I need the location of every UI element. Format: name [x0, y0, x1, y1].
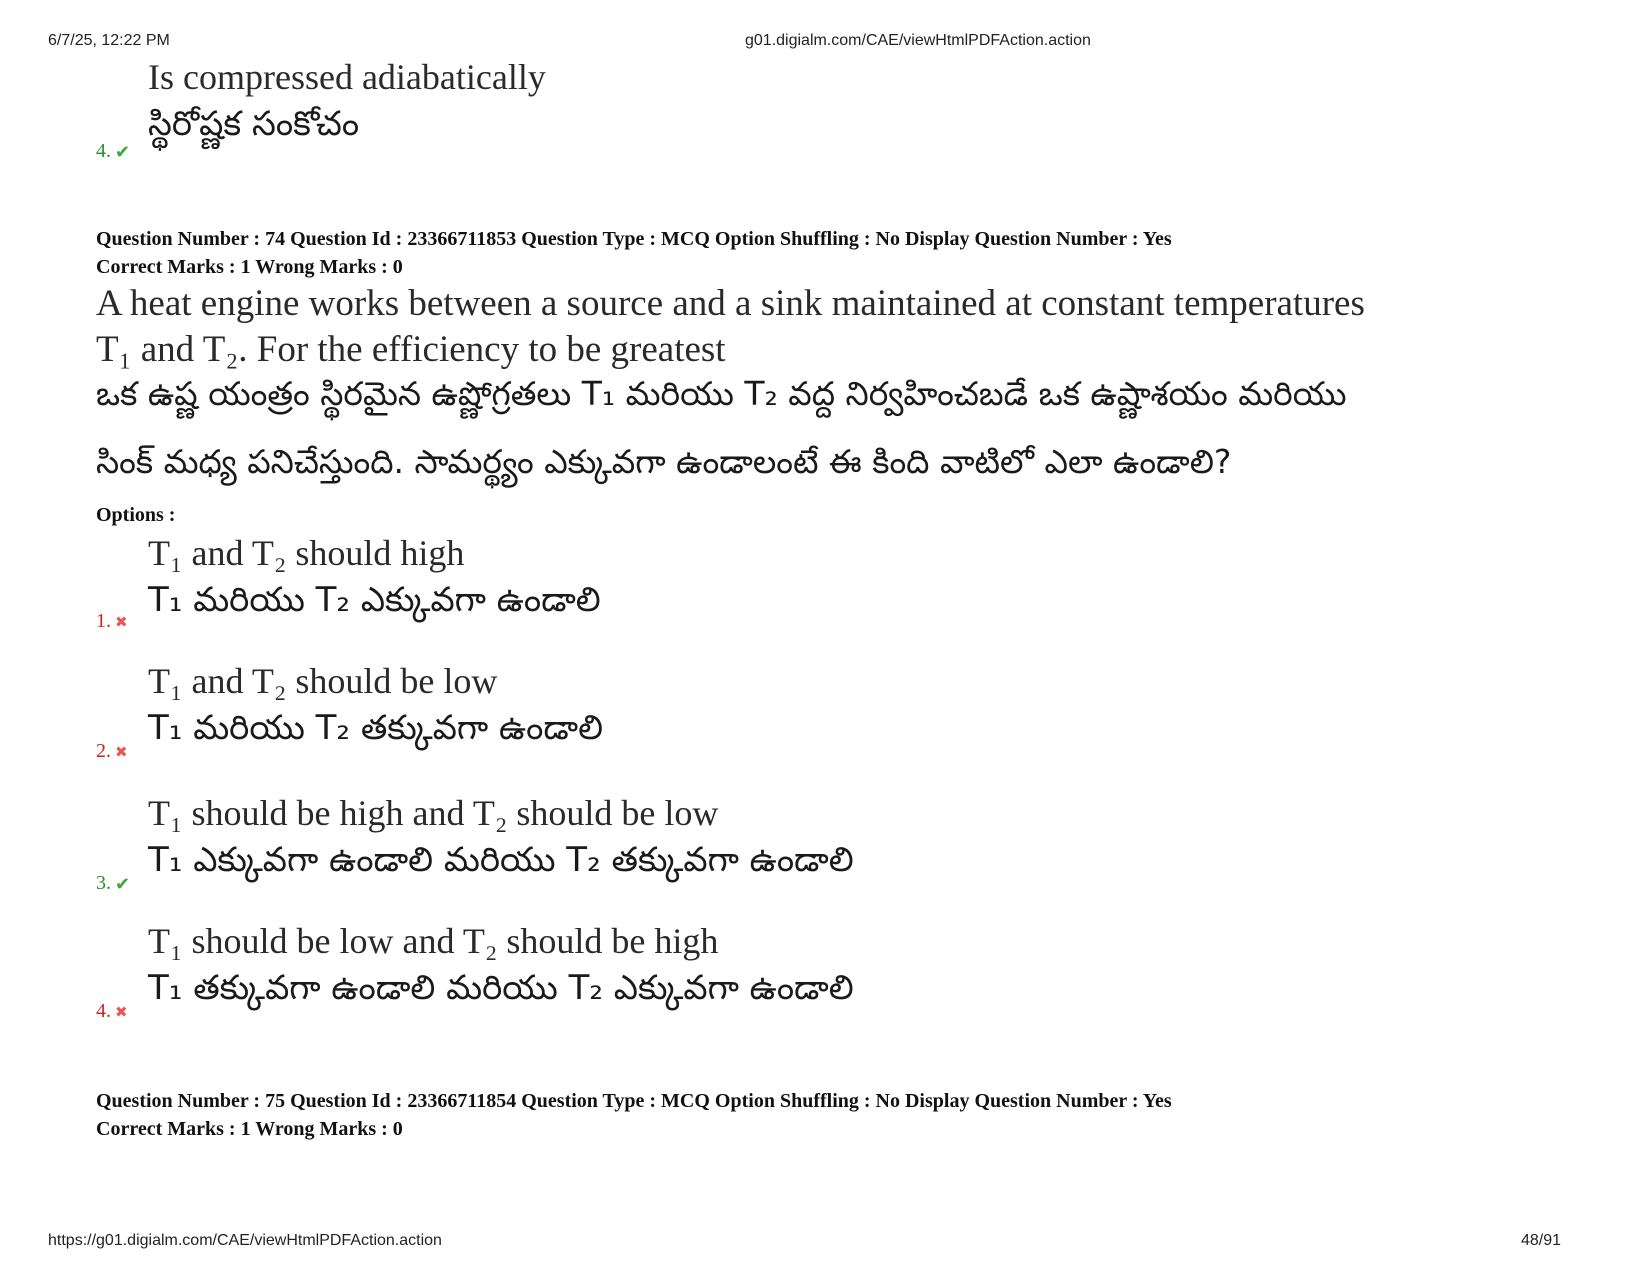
cross-mark-icon: ✖	[115, 1003, 128, 1022]
option-2-number	[96, 740, 128, 763]
option-number-label: 2.	[96, 740, 111, 762]
option-2-text-te: T₁ మరియు T₂ తక్కువగా ఉండాలి	[148, 708, 603, 748]
option-1-text-en: T₁ and T₂ should high	[148, 533, 465, 573]
option-3-text-te: T₁ ఎక్కువగా ఉండాలి మరియు T₂ తక్కువగా ఉండాలి	[148, 840, 854, 880]
option-number-label: 4.	[96, 140, 111, 162]
option-4-text-en: T₁ should be low and T₂ should be high	[148, 921, 719, 961]
print-title: g01.digialm.com/CAE/viewHtmlPDFAction.action	[745, 32, 1091, 49]
option-1-text-te: T₁ మరియు T₂ ఎక్కువగా ఉండాలి	[148, 580, 601, 620]
options-label: Options :	[96, 504, 176, 526]
check-mark-icon: ✔	[115, 141, 131, 163]
question-74-marks: Correct Marks : 1 Wrong Marks : 0	[96, 256, 403, 278]
question-74-text-te-line1: ఒక ఉష్ణ యంత్రం స్థిరమైన ఉష్ణోగ్రతలు T₁ మరియు T₂ వద్ద నిర్వహించబడే ఒక ఉష్ణాశయం మరియు	[96, 374, 1347, 413]
question-75-marks: Correct Marks : 1 Wrong Marks : 0	[96, 1118, 403, 1140]
option-2-text-en: T₁ and T₂ should be low	[148, 661, 498, 701]
option-number-label: 3.	[96, 872, 111, 894]
cross-mark-icon: ✖	[115, 743, 128, 762]
option-1-number	[96, 610, 128, 633]
question-74-meta: Question Number : 74 Question Id : 23366711853 Question Type : MCQ Option Shuffling : No Display Question Number : Yes	[96, 228, 1172, 250]
question-75-meta: Question Number : 75 Question Id : 23366711854 Question Type : MCQ Option Shuffling : No Display Question Number : Yes	[96, 1090, 1172, 1112]
option-3-text-en: T₁ should be high and T₂ should be low	[148, 793, 719, 833]
prev-option-4-text-te: స్థిరోష్ణక సంకోచం	[148, 104, 360, 144]
question-74-text-te-line2: సింక్ మధ్య పనిచేస్తుంది. సామర్థ్యం ఎక్కువగా ఉండాలంటే ఈ కింది వాటిలో ఎలా ఉండాలి?	[96, 442, 1232, 481]
question-74-text-en-line2: T₁ and T₂. For the efficiency to be greatest	[96, 329, 726, 370]
check-mark-icon: ✔	[115, 873, 131, 895]
option-4-text-te: T₁ తక్కువగా ఉండాలి మరియు T₂ ఎక్కువగా ఉండాలి	[148, 968, 854, 1008]
prev-option-4-text-en: Is compressed adiabatically	[148, 57, 546, 97]
option-4-number	[96, 1000, 128, 1023]
cross-mark-icon: ✖	[115, 613, 128, 632]
option-number-label: 4.	[96, 1000, 111, 1022]
print-datetime: 6/7/25, 12:22 PM	[48, 32, 170, 49]
prev-option-4-number	[96, 140, 130, 163]
question-74-text-en-line1: A heat engine works between a source and a sink maintained at constant temperatures	[96, 283, 1365, 324]
print-page-number: 48/91	[1520, 1232, 1561, 1249]
print-footer-url: https://g01.digialm.com/CAE/viewHtmlPDFAction.action	[48, 1232, 442, 1249]
option-3-number	[96, 872, 130, 895]
option-number-label: 1.	[96, 610, 111, 632]
